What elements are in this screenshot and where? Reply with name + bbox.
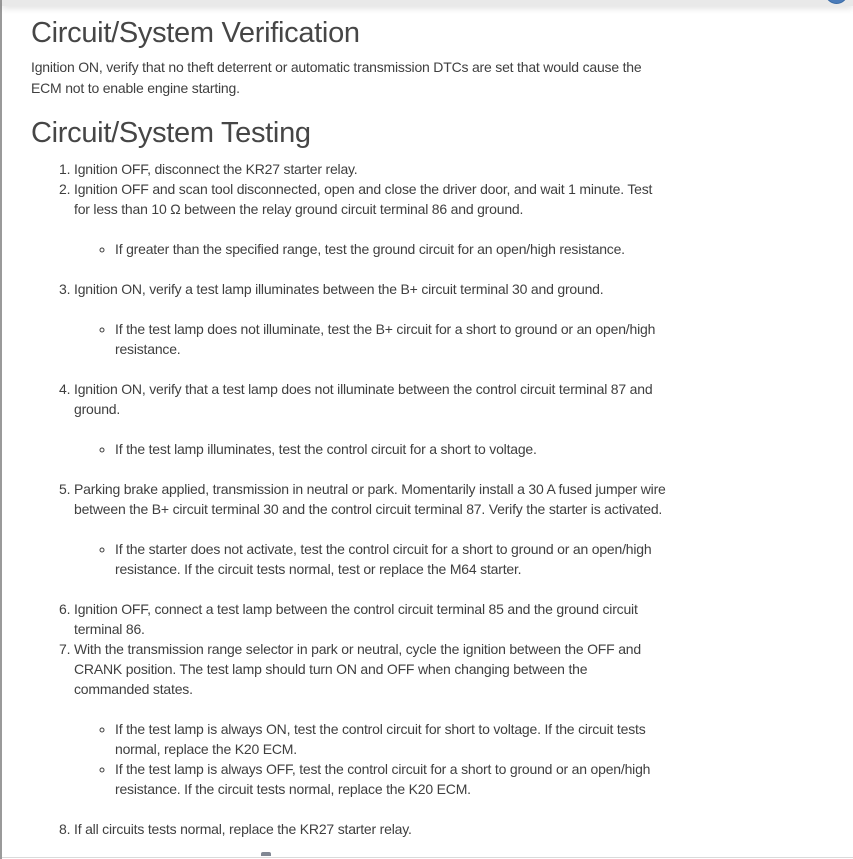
bottom-divider [2, 857, 853, 858]
step-text: Ignition OFF, disconnect the KR27 starter relay. [74, 161, 358, 177]
step-text: Ignition ON, verify a test lamp illuminates between the B+ circuit terminal 30 and ground. [74, 281, 604, 297]
substep-list [74, 539, 666, 579]
step-text: If all circuits tests normal, replace the KR27 starter relay. [74, 821, 412, 837]
substep-list [74, 439, 666, 459]
step-item [74, 599, 666, 639]
substep-item: ◦ If the test lamp is always ON, test the control circuit for short to voltage. If the circuit tests normal, replace the K20 ECM. [115, 719, 660, 759]
step-item [74, 179, 666, 259]
testing-steps-list [31, 159, 853, 839]
substep-list [74, 719, 666, 799]
step-text: With the transmission range selector in park or neutral, cycle the ignition between the OFF and CRANK position. The test lamp should turn ON and OFF when changing between the commanded states. [74, 641, 641, 697]
top-strip [2, 0, 853, 6]
step-item [74, 639, 666, 799]
verification-body: Ignition ON, verify that no theft deterrent or automatic transmission DTCs are set that would cause the ECM not to enable engine starting. [31, 59, 642, 96]
clipped-next-section-text [261, 852, 271, 856]
step-item [74, 159, 666, 179]
substep-list [74, 239, 666, 259]
step-item [74, 379, 666, 459]
article-content [2, 0, 853, 839]
substep-item: ◦ If the test lamp does not illuminate, test the B+ circuit for a short to ground or an open/high resistance. [115, 319, 660, 359]
substep-item: ◦ If greater than the specified range, test the ground circuit for an open/high resistance. [115, 239, 660, 259]
substep-list [74, 319, 666, 359]
step-item [74, 479, 666, 579]
step-text: Ignition ON, verify that a test lamp does not illuminate between the control circuit terminal 87 and ground. [74, 381, 653, 417]
step-text: Ignition OFF and scan tool disconnected, open and close the driver door, and wait 1 minute. Test for less than 10 Ω between the relay ground circuit terminal 86 and ground. [74, 181, 653, 217]
substep-item: ◦ If the test lamp is always OFF, test the control circuit for a short to ground or an open/high resistance. If the circuit tests normal, replace the K20 ECM. [115, 759, 660, 799]
step-text: Parking brake applied, transmission in neutral or park. Momentarily install a 30 A fused jumper wire between the B+ circuit terminal 30 and the control circuit terminal 87. Verify the starter is activated. [74, 481, 666, 517]
testing-heading: Circuit/System Testing [31, 117, 311, 149]
substep-item: ◦ If the starter does not activate, test the control circuit for a short to ground or an open/high resistance. If the circuit tests normal, test or replace the M64 starter. [115, 539, 660, 579]
substep-item: ◦ If the test lamp illuminates, test the control circuit for a short to voltage. [115, 439, 660, 459]
step-text: Ignition OFF, connect a test lamp between the control circuit terminal 85 and the ground circuit terminal 86. [74, 601, 638, 637]
step-item [74, 819, 666, 839]
step-item [74, 279, 666, 359]
verification-heading: Circuit/System Verification [31, 17, 360, 49]
